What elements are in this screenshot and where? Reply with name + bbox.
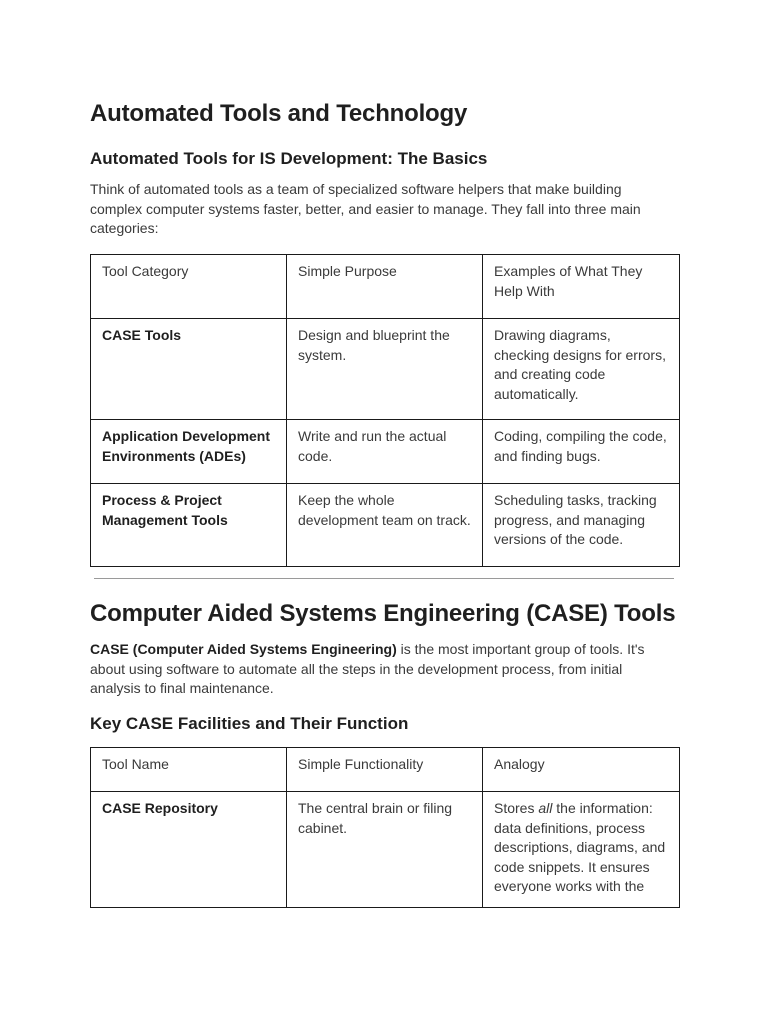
page-title: Automated Tools and Technology: [90, 100, 468, 127]
functionality-cell: The central brain or filing cabinet.: [287, 792, 483, 908]
table-header-cell: Simple Purpose: [287, 255, 483, 319]
intro-paragraph: Think of automated tools as a team of specialized software helpers that make building complex computer systems faster, better, and easier to manage. They fall into three main categories:: [90, 181, 641, 236]
section-divider: [94, 578, 674, 579]
tool-categories-table: [90, 254, 680, 567]
table-header-cell: Analogy: [483, 748, 680, 792]
case-definition-term: CASE (Computer Aided Systems Engineering): [90, 641, 397, 657]
table-row: [91, 319, 680, 420]
case-definition-text: is the most important group of tools. It's about using software to automate all the steps in the development process, from initial analysis to final maintenance.: [90, 641, 645, 696]
purpose-cell: Design and blueprint the system.: [287, 319, 483, 420]
table-header-row: [91, 748, 680, 792]
case-section-title: Computer Aided Systems Engineering (CASE) Tools: [90, 600, 676, 627]
table-header-cell: Tool Name: [91, 748, 287, 792]
analogy-text: Stores: [494, 800, 539, 816]
table-header-cell: Tool Category: [91, 255, 287, 319]
table-row: [91, 484, 680, 567]
tool-category-cell: Application Development Environments (ADEs): [91, 420, 287, 484]
section-heading-basics: Automated Tools for IS Development: The Basics: [90, 149, 488, 168]
table-row: [91, 792, 680, 908]
tool-category-cell: Process & Project Management Tools: [91, 484, 287, 567]
table-header-cell: Simple Functionality: [287, 748, 483, 792]
table-row: [91, 420, 680, 484]
tool-name-cell: CASE Repository: [91, 792, 287, 908]
table-header-row: [91, 255, 680, 319]
analogy-text: the information: data definitions, process descriptions, diagrams, and code snippets. It ensures everyone works with the: [494, 800, 666, 894]
examples-cell: Drawing diagrams, checking designs for errors, and creating code automatically.: [483, 319, 680, 420]
analogy-emphasis: all: [538, 800, 553, 816]
tool-category-cell: CASE Tools: [91, 319, 287, 420]
table-header-cell: Examples of What They Help With: [483, 255, 680, 319]
examples-cell: Scheduling tasks, tracking progress, and managing versions of the code.: [483, 484, 680, 567]
purpose-cell: Write and run the actual code.: [287, 420, 483, 484]
case-intro-paragraph: [90, 640, 670, 699]
analogy-cell: [483, 792, 680, 908]
case-facilities-table: [90, 747, 680, 908]
examples-cell: Coding, compiling the code, and finding bugs.: [483, 420, 680, 484]
purpose-cell: Keep the whole development team on track.: [287, 484, 483, 567]
section-heading-case-facilities: Key CASE Facilities and Their Function: [90, 714, 409, 733]
